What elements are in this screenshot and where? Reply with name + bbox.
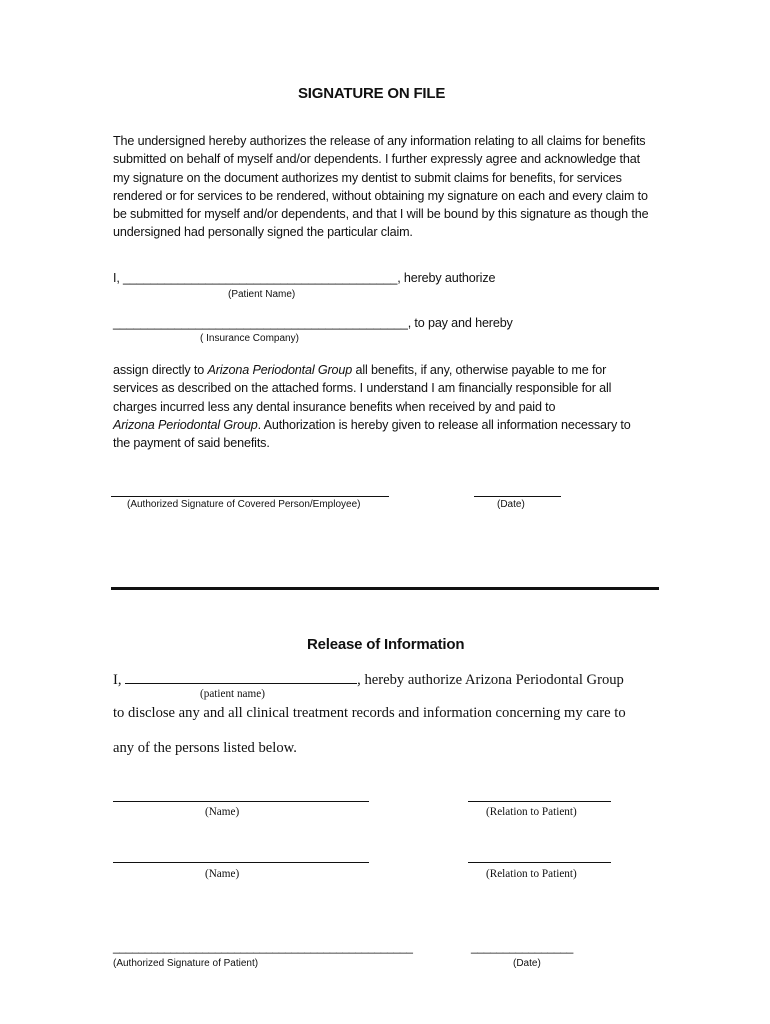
person-relation-caption: (Relation to Patient) — [486, 868, 577, 880]
patient-name-caption: (Patient Name) — [228, 289, 296, 300]
release-patient-line: I, , hereby authorize Arizona Periodontal Group — [113, 672, 624, 688]
insurance-company-line[interactable]: ___________________________________________, to pay and hereby — [113, 316, 513, 330]
paragraph-line: rendered or for services to be rendered, without obtaining my signature on each and every claim to — [113, 188, 648, 203]
person-name-field[interactable] — [113, 862, 369, 863]
practice-name: Arizona Periodontal Group — [113, 417, 258, 432]
release-line-2: to disclose any and all clinical treatment records and information concerning my care to — [113, 705, 626, 721]
paragraph-line: be submitted for myself and/or dependents, and that I will be bound by this signature as though the — [113, 207, 649, 222]
assignment-paragraph — [113, 361, 673, 452]
assign-line-1: assign directly to Arizona Periodontal Group all benefits, if any, otherwise payable to me for — [113, 363, 607, 377]
person-relation-field[interactable] — [468, 862, 611, 863]
release-patient-name-field[interactable] — [125, 671, 357, 684]
patient-signature-caption: (Authorized Signature of Patient) — [113, 958, 259, 969]
assign-line-4: Arizona Periodontal Group. Authorization is hereby given to release all information necessary to — [113, 417, 631, 432]
signature-on-file-title: SIGNATURE ON FILE — [298, 85, 446, 102]
assign-line-5: the payment of said benefits. — [113, 436, 270, 451]
patient-name-line[interactable]: I, ________________________________________, hereby authorize — [113, 271, 496, 285]
signature-date-caption: (Date) — [497, 499, 525, 510]
covered-person-signature-field[interactable] — [111, 496, 389, 497]
signature-date-field[interactable] — [474, 496, 561, 497]
assign-line-3: charges incurred less any dental insurance benefits when received by and paid to — [113, 399, 556, 414]
paragraph-line: undersigned had personally signed the particular claim. — [113, 225, 413, 240]
practice-name: Arizona Periodontal Group — [207, 363, 353, 377]
patient-date-field[interactable]: ________________ — [471, 940, 573, 954]
paragraph-line: my signature on the document authorizes my dentist to submit claims for benefits, for services — [113, 170, 622, 185]
patient-signature-field[interactable]: _______________________________________________ — [113, 940, 413, 954]
assign-line-2: services as described on the attached forms. I understand I am financially responsible for all — [113, 381, 612, 396]
release-patient-caption: (patient name) — [200, 688, 265, 700]
patient-date-caption: (Date) — [513, 958, 541, 969]
section-divider — [111, 587, 659, 590]
insurance-company-caption: ( Insurance Company) — [200, 333, 299, 344]
release-of-information-title: Release of Information — [307, 636, 465, 653]
paragraph-line: The undersigned hereby authorizes the release of any information relating to all claims for benefits — [113, 134, 646, 148]
covered-person-signature-caption: (Authorized Signature of Covered Person/Employee) — [127, 499, 361, 510]
person-name-field[interactable] — [113, 801, 369, 802]
paragraph-line: submitted on behalf of myself and/or dependents. I further expressly agree and acknowledge that — [113, 152, 640, 167]
person-relation-caption: (Relation to Patient) — [486, 806, 577, 818]
person-name-caption: (Name) — [205, 868, 240, 880]
person-relation-field[interactable] — [468, 801, 611, 802]
authorization-paragraph — [113, 132, 673, 242]
person-name-caption: (Name) — [205, 806, 240, 818]
release-line-3: any of the persons listed below. — [113, 740, 297, 756]
